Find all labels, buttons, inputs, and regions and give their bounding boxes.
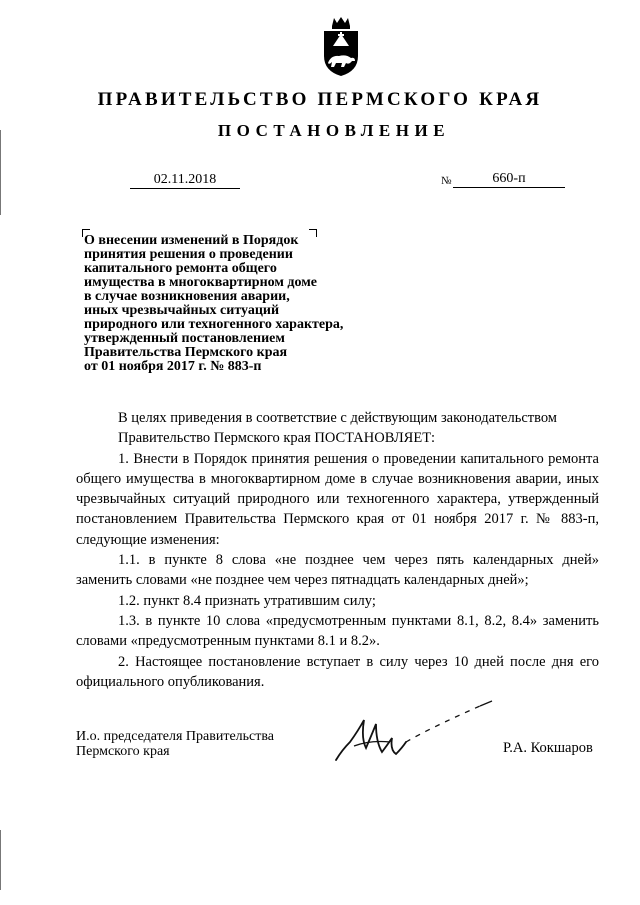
subject-line: принятия решения о проведении [84,247,293,262]
preamble-continuation: Правительство Пермского края ПОСТАНОВЛЯЕТ: [118,430,436,447]
subject-line: в случае возникновения аварии, [84,289,290,304]
clause-1-3: 1.3. в пункте 10 слова «предусмотренным пунктами 8.1, 8.2, 8.4» заменить словами «предусмотренным пунктами 8.1 и 8.2». [76,612,599,650]
document-subject [84,234,384,374]
subject-line: имущества в многоквартирном доме [84,275,317,290]
subject-line: иных чрезвычайных ситуаций [84,303,280,318]
document-number-label: № [441,175,452,187]
handwritten-signature [330,698,500,768]
subject-line: капитального ремонта общего [84,261,277,276]
preamble-paragraph: В целях приведения в соответствие с действующим законодательством [118,410,557,426]
document-body [76,408,599,692]
signer-name: Р.А. Кокшаров [503,740,593,756]
scan-edge-mark [0,130,1,215]
subject-line: от 01 ноября 2017 г. № 883-п [84,359,262,374]
perm-krai-coat-of-arms-icon [319,16,363,78]
scan-edge-mark [0,830,1,890]
clause-2: 2. Настоящее постановление вступает в силу через 10 дней после дня его официального опубликования. [76,653,599,690]
subject-line: О внесении изменений в Порядок [84,233,299,248]
clause-1-2: 1.2. пункт 8.4 признать утратившим силу; [118,592,376,609]
document-number: 660-п [453,171,565,188]
signer-position-line: Пермского края [76,744,170,759]
subject-line: Правительства Пермского края [84,345,288,360]
signer-position-line: И.о. председателя Правительства [76,729,275,744]
document-type: ПОСТАНОВЛЕНИЕ [217,121,451,140]
clause-1: 1. Внести в Порядок принятия решения о проведении капитального ремонта общего имущества в многоквартирном доме в случае возникновения аварии, иных чрезвычайных ситуаций природного или техногенного характера, утвержденный постановлением Правительства Пермского края от 01 ноября 2017 г. № 883-п, следующие изменения: [76,450,599,548]
subject-line: природного или техногенного характера, [84,317,344,332]
document-date: 02.11.2018 [130,172,240,189]
signer-position [76,729,274,759]
government-title: ПРАВИТЕЛЬСТВО ПЕРМСКОГО КРАЯ [97,89,543,110]
clause-1-1: 1.1. в пункте 8 слова «не позднее чем через пять календарных дней» заменить словами «не позднее чем через пятнадцать календарных дней»; [76,552,599,589]
subject-line: утвержденный постановлением [84,331,285,346]
